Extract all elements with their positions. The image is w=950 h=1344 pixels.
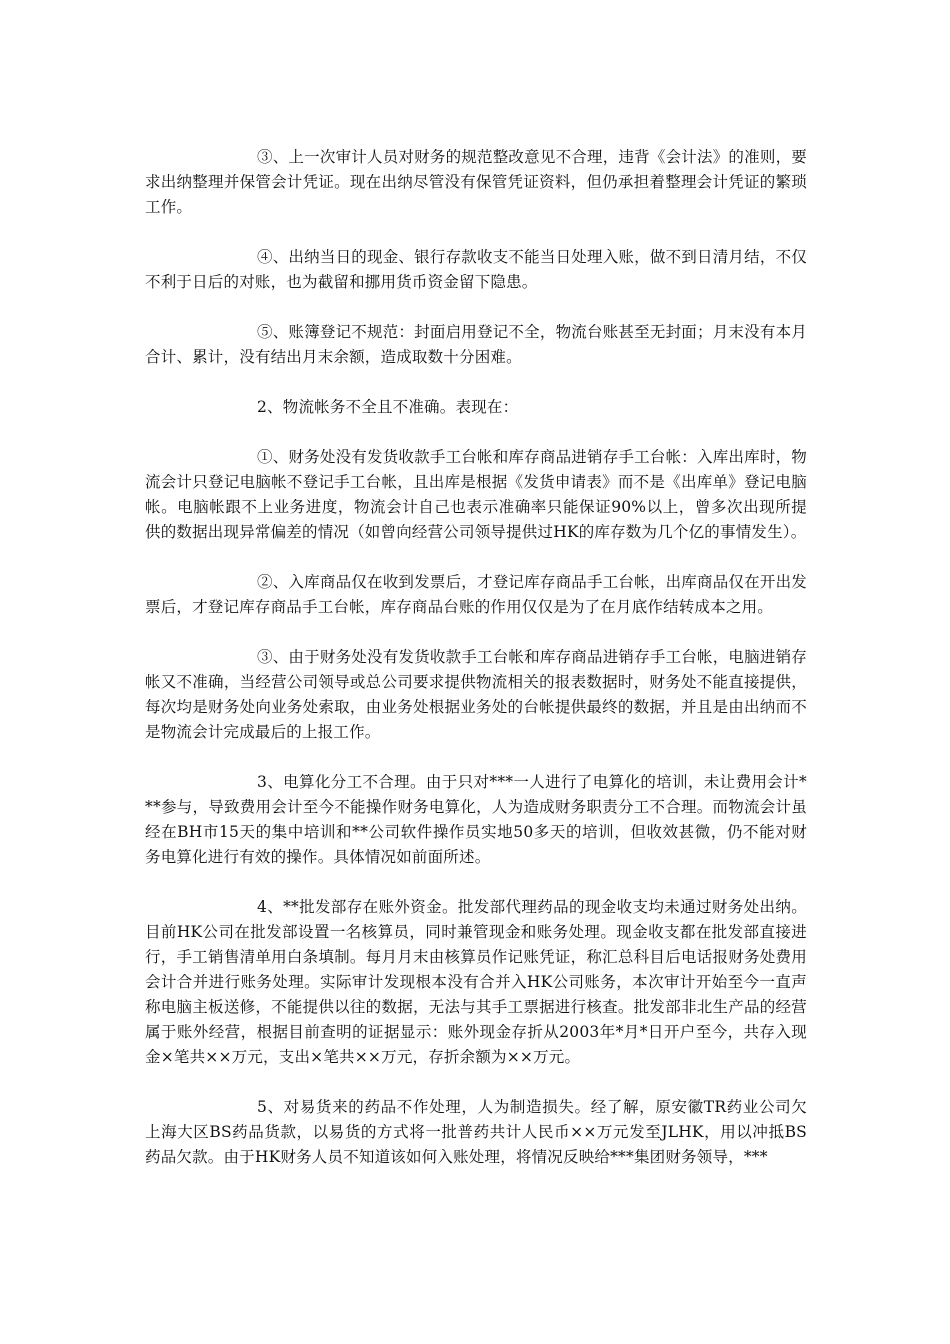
paragraph-3-report-data: ③、由于财务处没有发货收款手工台帐和库存商品进销存手工台帐，电脑进销存帐又不准确，当经营公司领导或总公司要求提供物流相关的报表数据时，财务处不能直接提供，每次均是财务处向业务处索取，由业务处根据业务处的台帐提供最终的数据，并且是由出纳而不是物流会计完成最后的上报工作。 bbox=[145, 648, 807, 741]
section-5-barter-goods: 5、对易货来的药品不作处理，人为制造损失。经了解，原安徽TR药业公司欠上海大区BS药品货款，以易货的方式将一批普药共计人民币××万元发至JLHK，用以冲抵BS药品欠款。由于HK财务人员不知道该如何入账处理，将情况反映给***集团财务领导，*** bbox=[145, 1098, 807, 1166]
paragraph-1-manual-ledger: ①、财务处没有发货收款手工台帐和库存商品进销存手工台帐：入库出库时，物流会计只登记电脑帐不登记手工台帐，且出库是根据《发货申请表》而不是《出库单》登记电脑帐。电脑帐跟不上业务进度，物流会计自己也表示准确率只能保证90%以上，曾多次出现所提供的数据出现异常偏差的情况（如曾向经营公司领导提供过HK的库存数为几个亿的事情发生）。 bbox=[145, 448, 807, 541]
paragraph-3-voucher-custody: ③、上一次审计人员对财务的规范整改意见不合理，违背《会计法》的准则，要求出纳整理并保管会计凭证。现在出纳尽管没有保管凭证资料，但仍承担着整理会计凭证的繁琐工作。 bbox=[145, 148, 807, 216]
document-body bbox=[145, 145, 807, 1170]
paragraph-5-ledger-registration: ⑤、账簿登记不规范：封面启用登记不全，物流台账甚至无封面；月末没有本月合计、累计，没有结出月末余额，造成取数十分困难。 bbox=[145, 323, 807, 366]
paragraph-2-inventory-ledger: ②、入库商品仅在收到发票后，才登记库存商品手工台帐，出库商品仅在开出发票后，才登记库存商品手工台帐，库存商品台账的作用仅仅是为了在月底作结转成本之用。 bbox=[145, 573, 807, 616]
section-heading-logistics-accounts: 2、物流帐务不全且不准确。表现在： bbox=[257, 398, 519, 416]
section-4-off-book-funds: 4、**批发部存在账外资金。批发部代理药品的现金收支均未通过财务处出纳。目前HK公司在批发部设置一名核算员，同时兼管现金和账务处理。现金收支都在批发部直接进行，手工销售清单用白条填制。每月月末由核算员作记账凭证，称汇总科目后电话报财务处费用会计合并进行账务处理。实际审计发现根本没有合并入HK公司账务，本次审计开始至今一直声称电脑主板送修，不能提供以往的数据，无法与其手工票据进行核查。批发部非北生产品的经营属于账外经营，根据目前查明的证据显示：账外现金存折从2003年*月*日开户至今，共存入现金×笔共××万元，支出×笔共××万元，存折余额为××万元。 bbox=[145, 898, 807, 1066]
paragraph-4-daily-settlement: ④、出纳当日的现金、银行存款收支不能当日处理入账，做不到日清月结，不仅不利于日后的对账，也为截留和挪用货币资金留下隐患。 bbox=[145, 248, 807, 291]
section-3-computerization: 3、电算化分工不合理。由于只对***一人进行了电算化的培训，未让费用会计***参与，导致费用会计至今不能操作财务电算化，人为造成财务职责分工不合理。而物流会计虽经在BH市15天的集中培训和**公司软件操作员实地50多天的培训，但收效甚微，仍不能对财务电算化进行有效的操作。具体情况如前面所述。 bbox=[145, 773, 807, 866]
